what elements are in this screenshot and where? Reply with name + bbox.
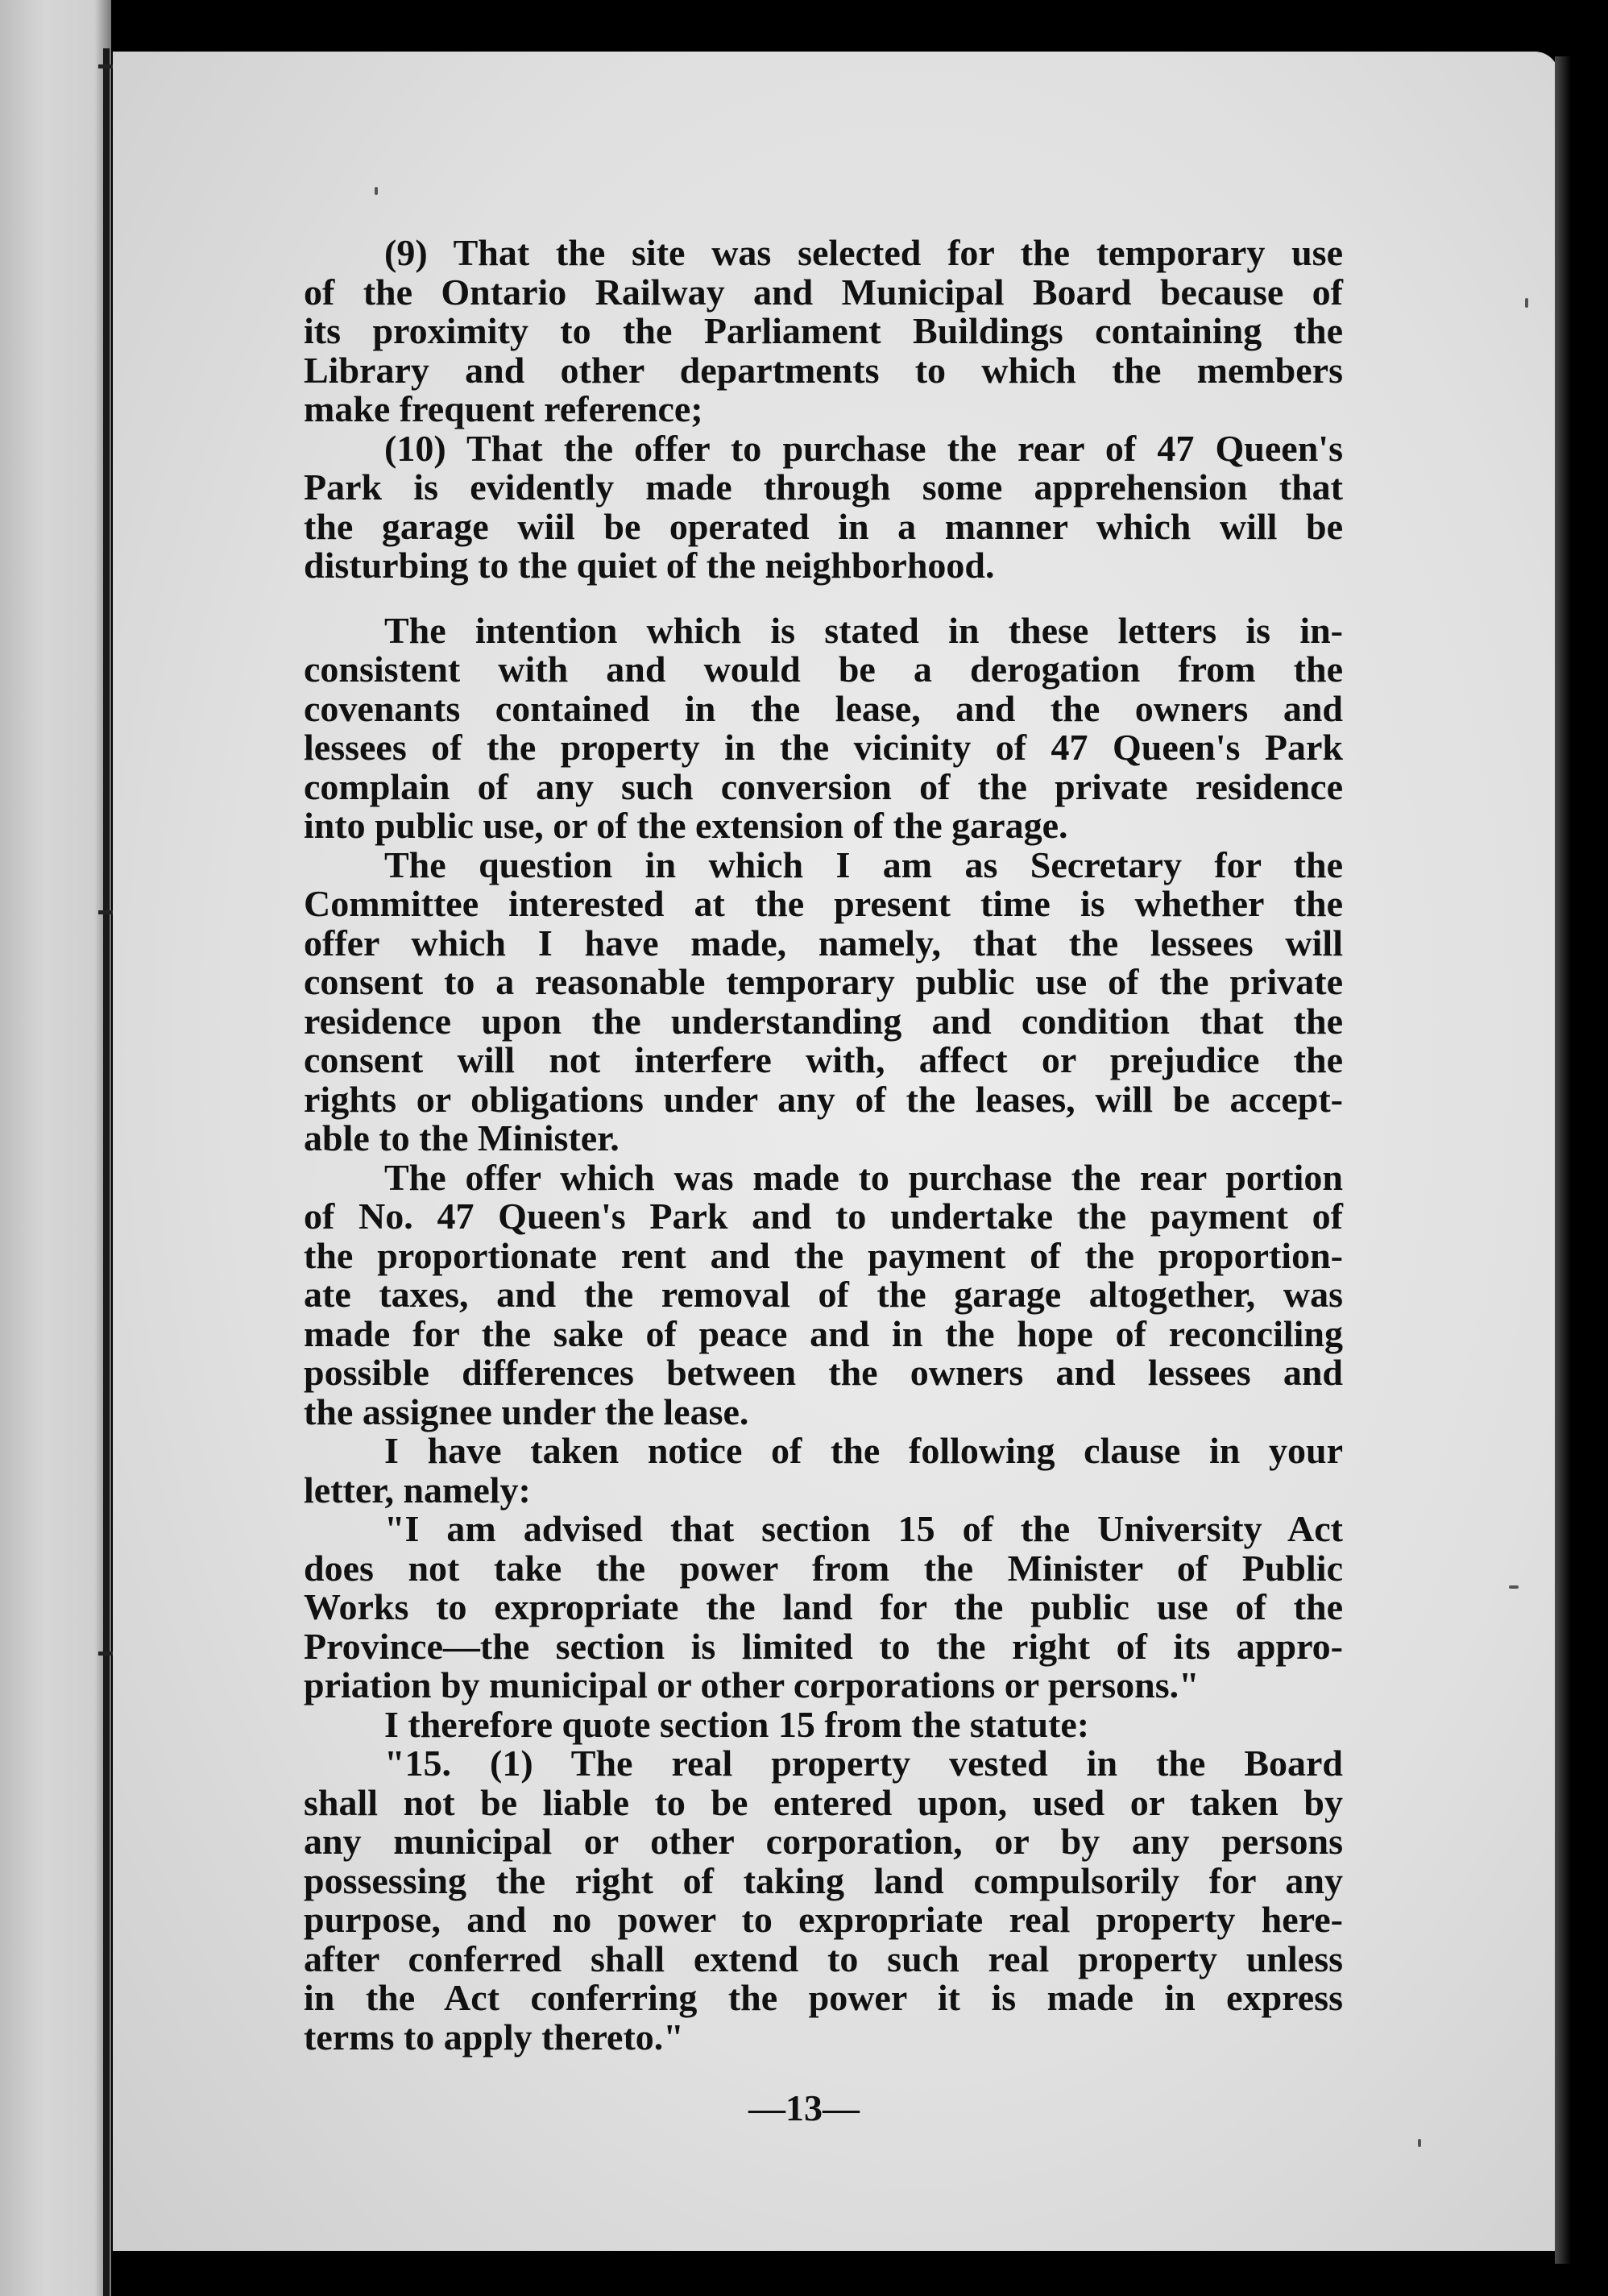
- text-line: covenants contained in the lease, and the owners and: [304, 687, 1343, 729]
- text-line: in the Act conferring the power it is made in express: [304, 1977, 1343, 2018]
- text-line: Park is evidently made through some apprehension that: [304, 466, 1343, 508]
- text-line: the proportionate rent and the payment of the proportion-: [304, 1234, 1343, 1276]
- text-line: into public use, or of the extension of the garage.: [304, 805, 1068, 846]
- text-line: its proximity to the Parliament Buildings containing the: [304, 310, 1343, 351]
- text-line: "15. (1) The real property vested in the Board: [384, 1743, 1343, 1784]
- text-line: of the Ontario Railway and Municipal Board because of: [304, 271, 1343, 313]
- text-line: complain of any such conversion of the private residence: [304, 765, 1343, 807]
- paragraph: [304, 1510, 1343, 1705]
- text-line: rights or obligations under any of the leases, will be accept-: [304, 1078, 1343, 1120]
- text-line: make frequent reference;: [304, 388, 703, 429]
- text-line: does not take the power from the Minister of Public: [304, 1547, 1343, 1589]
- paragraph: [304, 234, 1343, 429]
- paragraph: [304, 843, 1343, 1158]
- text-line: terms to apply thereto.": [304, 2016, 684, 2058]
- scan-speck: [375, 187, 378, 195]
- scan-speck: [1525, 298, 1528, 308]
- text-line: made for the sake of peace and in the hope of reconciling: [304, 1312, 1343, 1354]
- text-line: "I am advised that section 15 of the University Act: [384, 1508, 1343, 1549]
- text-line: after conferred shall extend to such real property unless: [304, 1938, 1343, 1979]
- text-line: (9) That the site was selected for the temporary use: [384, 232, 1343, 273]
- text-line: letter, namely:: [304, 1469, 531, 1511]
- text-line: Committee interested at the present time is whether the: [304, 883, 1343, 924]
- text-line: priation by municipal or other corporations or persons.": [304, 1664, 1200, 1705]
- text-line: (10) That the offer to purchase the rear of 47 Queen's: [384, 427, 1343, 469]
- text-line: shall not be liable to be entered upon, used or taken by: [304, 1781, 1343, 1823]
- text-line: offer which I have made, namely, that the lessees will: [304, 922, 1343, 964]
- page-number: —13—: [748, 2087, 860, 2128]
- text-line: Works to expropriate the land for the public use of the: [304, 1586, 1343, 1627]
- text-line: consent will not interfere with, affect or prejudice the: [304, 1039, 1343, 1080]
- text-line: the assignee under the lease.: [304, 1390, 749, 1432]
- scanner-left-margin: [0, 0, 111, 2296]
- text-line: able to the Minister.: [304, 1117, 620, 1158]
- paragraph: [304, 1705, 1343, 1745]
- page-edge-shadow: [1555, 56, 1571, 2264]
- text-line: consistent with and would be a derogation from the: [304, 649, 1343, 690]
- paragraph: [304, 1432, 1343, 1510]
- scan-speck: [1418, 2139, 1421, 2147]
- paragraph-gap: [304, 586, 1343, 611]
- text-line: ate taxes, and the removal of the garage altogether, was: [304, 1274, 1343, 1315]
- text-line: of No. 47 Queen's Park and to undertake the payment of: [304, 1196, 1343, 1237]
- text-line: Library and other departments to which the members: [304, 349, 1343, 391]
- text-line: I therefore quote section 15 from the statute:: [384, 1703, 1090, 1745]
- scan-speck: [1509, 1585, 1519, 1589]
- text-line: possible differences between the owners and lessees and: [304, 1352, 1343, 1393]
- text-line: lessees of the property in the vicinity of 47 Queen's Park: [304, 727, 1343, 768]
- text-line: disturbing to the quiet of the neighborhood.: [304, 545, 995, 586]
- document-body: [304, 234, 1343, 2057]
- text-line: possessing the right of taking land compulsorily for any: [304, 1859, 1343, 1901]
- text-line: The intention which is stated in these letters is in-: [384, 609, 1343, 651]
- paragraph: [304, 611, 1343, 846]
- text-line: consent to a reasonable temporary public use of the private: [304, 961, 1343, 1002]
- paragraph: [304, 1744, 1343, 2057]
- text-line: The question in which I am as Secretary for the: [384, 843, 1343, 885]
- text-line: any municipal or other corporation, or by any persons: [304, 1821, 1343, 1862]
- text-line: residence upon the understanding and condition that the: [304, 1000, 1343, 1042]
- paragraph: [304, 429, 1343, 586]
- binding-spine: [103, 48, 110, 2296]
- text-line: purpose, and no power to expropriate real property here-: [304, 1899, 1343, 1940]
- text-line: The offer which was made to purchase the rear portion: [384, 1156, 1343, 1198]
- text-line: I have taken notice of the following clause in your: [384, 1430, 1343, 1471]
- paragraph: [304, 1158, 1343, 1432]
- text-line: Province—the section is limited to the right of its appro-: [304, 1625, 1343, 1667]
- text-line: the garage wiil be operated in a manner which will be: [304, 505, 1343, 547]
